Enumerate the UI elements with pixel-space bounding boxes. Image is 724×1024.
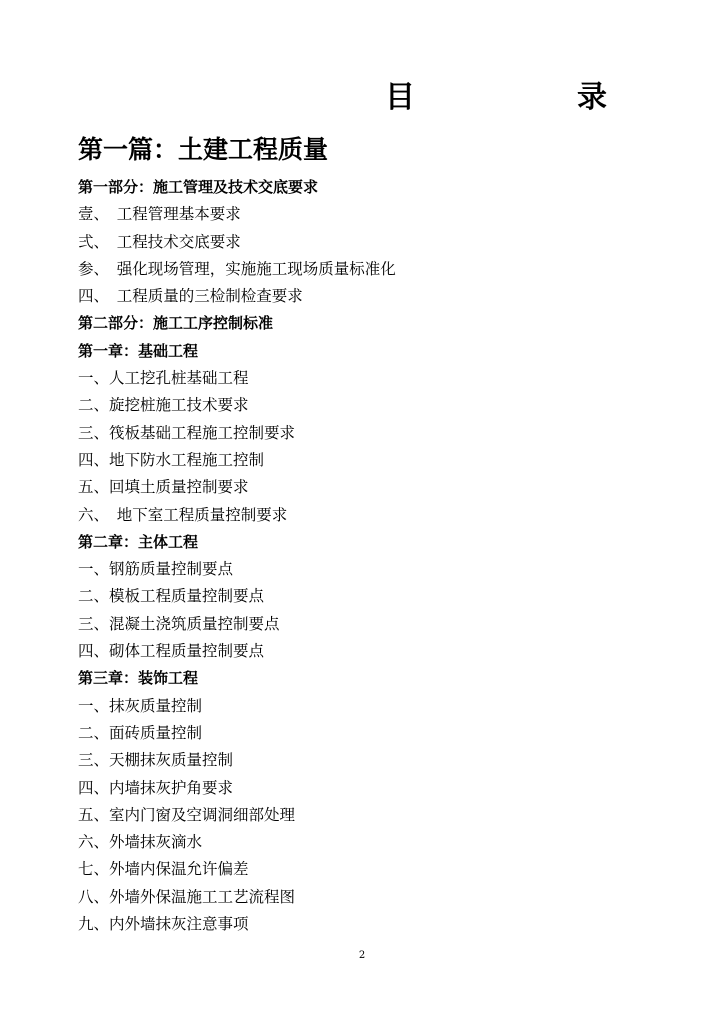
toc-entry: 六、外墙抹灰滴水 bbox=[78, 833, 203, 852]
toc-entry: 三、天棚抹灰质量控制 bbox=[78, 751, 234, 770]
toc-entry: 五、回填土质量控制要求 bbox=[78, 478, 249, 497]
toc-entry: 四、 工程质量的三检制检查要求 bbox=[78, 287, 303, 306]
toc-entry: 四、地下防水工程施工控制 bbox=[78, 450, 265, 469]
toc-entry: 八、外墙外保温施工工艺流程图 bbox=[78, 887, 296, 906]
toc-section-heading: 第一部分：施工管理及技术交底要求 bbox=[78, 178, 319, 196]
toc-entry: 六、 地下室工程质量控制要求 bbox=[78, 505, 288, 524]
toc-entry: 一、抹灰质量控制 bbox=[78, 696, 203, 715]
toc-entry: 三、筏板基础工程施工控制要求 bbox=[78, 423, 296, 442]
toc-entry: 参、 强化现场管理，实施施工现场质量标准化 bbox=[78, 259, 396, 278]
toc-section-heading: 第二章：主体工程 bbox=[78, 532, 199, 551]
toc-entry: 一、钢筋质量控制要点 bbox=[78, 560, 234, 579]
toc-entry: 壹、 工程管理基本要求 bbox=[78, 205, 241, 224]
toc-entry: 一、人工挖孔桩基础工程 bbox=[78, 369, 249, 388]
toc-entry: 弍、 工程技术交底要求 bbox=[78, 232, 241, 251]
toc-entry: 二、模板工程质量控制要点 bbox=[78, 587, 265, 606]
toc-entry: 四、砌体工程质量控制要点 bbox=[78, 642, 265, 661]
toc-entry: 五、室内门窗及空调洞细部处理 bbox=[78, 805, 296, 824]
toc-entry: 四、内墙抹灰护角要求 bbox=[78, 778, 234, 797]
toc-entry: 三、混凝土浇筑质量控制要点 bbox=[78, 614, 280, 633]
page-number: 2 bbox=[358, 950, 366, 961]
part-heading: 第一篇：土建工程质量 bbox=[78, 135, 329, 164]
toc-entry: 二、面砖质量控制 bbox=[78, 723, 203, 742]
toc-entry: 二、旋挖桩施工技术要求 bbox=[78, 396, 249, 415]
toc-section-heading: 第三章：装饰工程 bbox=[78, 669, 199, 688]
toc-entry: 九、内外墙抹灰注意事项 bbox=[78, 915, 249, 934]
toc-list bbox=[78, 174, 678, 938]
toc-section-heading: 第二部分：施工工序控制标准 bbox=[78, 314, 274, 333]
toc-section-heading: 第一章：基础工程 bbox=[78, 341, 199, 360]
toc-title: 目 录 bbox=[385, 80, 673, 115]
toc-entry: 七、外墙内保温允许偏差 bbox=[78, 860, 249, 879]
